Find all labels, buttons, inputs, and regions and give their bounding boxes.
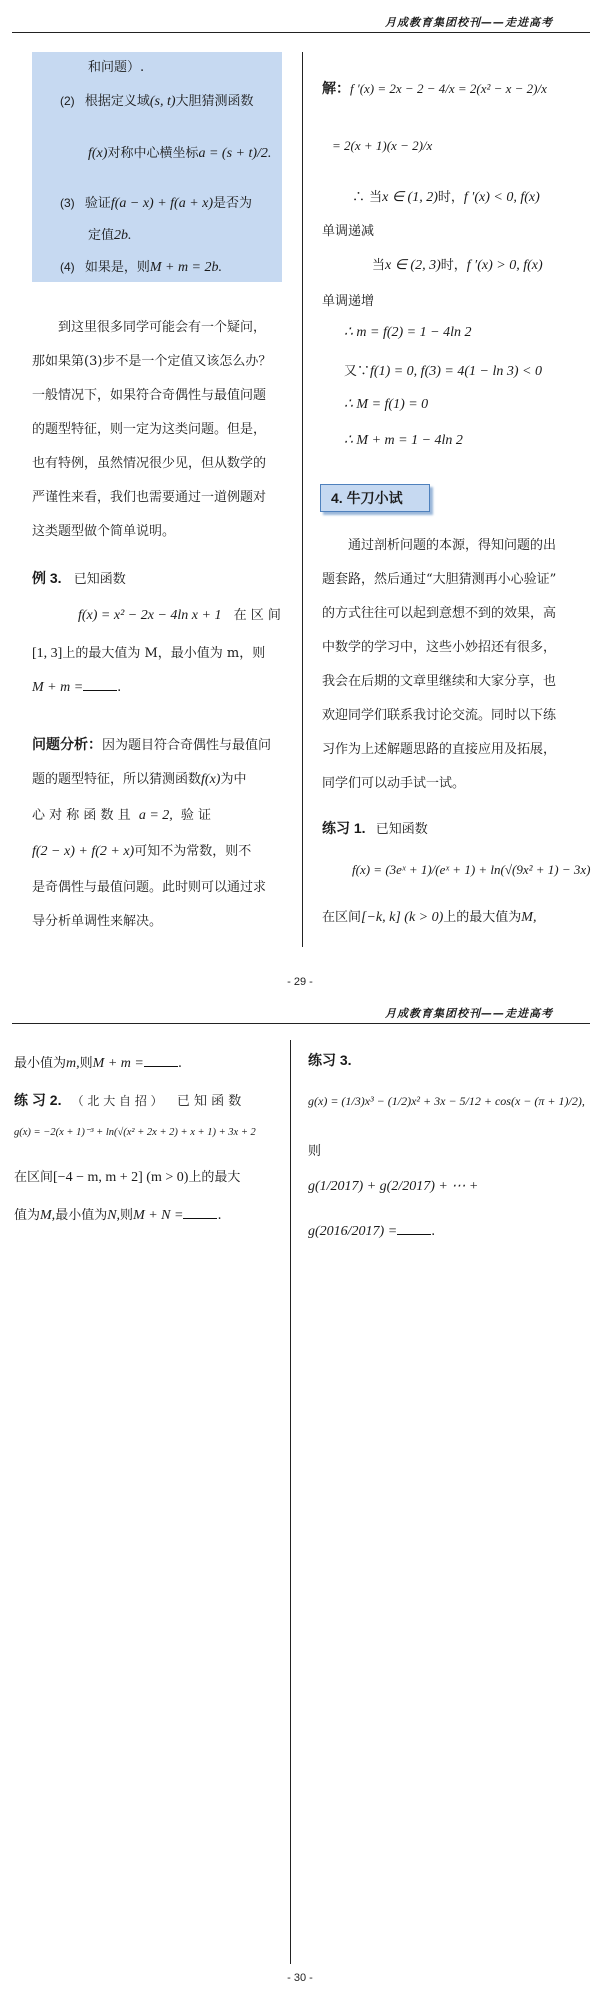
exercise-3-func: g(x) = (1/3)x³ − (1/2)x² + 3x − 5/12 + cos(x − (π + 1)/2), [308, 1094, 585, 1108]
math: [1, 3] [32, 646, 63, 661]
math: f(2 − x) + f(2 + x) [32, 844, 135, 859]
math: M + N = [133, 1208, 184, 1223]
para2-line: 欢迎同学们联系我讨论交流。同时以下练 [322, 708, 557, 723]
para2-line: 题套路，然后通过“大胆猜测再小心验证” [322, 572, 557, 587]
solution-line-4: 单调递减 [322, 224, 375, 239]
math: m, [66, 1056, 80, 1071]
math: (s, t) [149, 94, 176, 109]
analysis-line-3 [32, 804, 211, 824]
box-item-4 [60, 256, 222, 276]
answer-blank [144, 1054, 178, 1067]
text: 最小值为 [14, 1056, 67, 1071]
item-text: 根据定义域 [84, 94, 150, 109]
para1-line: 到这里很多同学可能会有一个疑问， [58, 320, 267, 335]
solution-line-10: ∴ M + m = 1 − 4ln 2 [344, 433, 463, 448]
exercise-intro: 已 知 函 数 [176, 1094, 242, 1109]
header-title: 月成教育集团校刊——走进高考 [385, 1007, 553, 1020]
column-divider [290, 1040, 291, 1964]
example-label: 例 3. [32, 570, 62, 586]
math: x ∈ (1, 2) [382, 190, 438, 205]
para1-line: 也有特例，虽然情况很少见，但从数学的 [32, 456, 267, 471]
item-text: 如果是，则 [84, 260, 150, 275]
math: M + m = 2b. [149, 260, 222, 275]
text: ∴ 当 [352, 190, 383, 205]
text: 时， [437, 190, 464, 205]
text: 当 [372, 258, 386, 273]
column-divider [302, 52, 303, 947]
para2-line: 中数学的学习中，这些小妙招还有很多， [322, 640, 557, 655]
math: f(x) = x² − 2x − 4ln x + 1 [78, 608, 222, 623]
example-3-line-2 [32, 642, 265, 662]
analysis-line-6: 导分析单调性来解决。 [32, 914, 163, 929]
text: 最小值为 [55, 1208, 108, 1223]
para1-line: 严谨性来看，我们也需要通过一道例题对 [32, 490, 267, 505]
answer-blank [83, 678, 117, 691]
section-4-title: 4. 牛刀小试 [320, 484, 430, 512]
box-item-2-line-1 [60, 90, 254, 110]
solution-line-8 [344, 360, 542, 380]
exercise-3-then: 则 [308, 1144, 322, 1159]
solution-line-5 [372, 254, 543, 274]
text: . [177, 1056, 182, 1071]
exercise-source: （ 北 大 自 招 ） [71, 1094, 163, 1108]
math: f(x) [201, 772, 221, 787]
text: . [117, 680, 122, 695]
answer-blank [183, 1206, 217, 1219]
example-3-line-3 [32, 678, 121, 696]
item-text: 验证 [84, 196, 111, 211]
header-rule [12, 1023, 590, 1024]
exercise-2-line-4 [14, 1204, 222, 1224]
para2-line: 的方式往往可以起到意想不到的效果，高 [322, 606, 557, 621]
solution-line-7: ∴ m = f(2) = 1 − 4ln 2 [344, 325, 472, 340]
solution-line-2 [332, 138, 432, 154]
exercise-1-line-3 [322, 906, 536, 926]
para2-line: 通过剖析问题的本源，得知问题的出 [348, 538, 557, 553]
text: 可知不为常数，则不 [134, 844, 252, 859]
analysis-label: 问题分析： [32, 736, 102, 752]
exercise-3-sum-2 [308, 1222, 435, 1240]
analysis-line-2 [32, 768, 246, 788]
text: 时， [440, 258, 467, 273]
exercise-label: 练习 1. [322, 820, 366, 836]
text: 上的最大 [188, 1170, 241, 1185]
para2-line: 我会在后期的文章里继续和大家分享，也 [322, 674, 557, 689]
item-text: 定值 [88, 228, 115, 243]
text: 又∵ [344, 364, 371, 379]
math: f ′(x) < 0, f(x) [463, 190, 540, 205]
box-item-3-line-2 [88, 224, 132, 244]
exercise-label: 练 习 2. [14, 1092, 62, 1108]
math: f(x) [88, 146, 108, 161]
text: 题的题型特征，所以猜测函数 [32, 772, 202, 787]
text: 验 证 [180, 808, 212, 823]
math: N, [107, 1208, 121, 1223]
para1-line: 那如果第(3)步不是一个定值又该怎么办？ [32, 354, 272, 369]
para1-line: 的题型特征，则一定为这类问题。但是， [32, 422, 267, 437]
math: f(1) = 0, f(3) = 4(1 − ln 3) < 0 [370, 364, 542, 379]
item-text: 是否为 [213, 196, 253, 211]
text: . [431, 1224, 436, 1239]
text: . [217, 1208, 222, 1223]
math: a = (s + t)/2. [198, 146, 272, 161]
text: 上的最大值为 M，最小值为 m，则 [62, 646, 266, 661]
exercise-1-func: f(x) = (3eˣ + 1)/(eˣ + 1) + ln(√(9x² + 1) − 3x) [352, 862, 591, 877]
header-title: 月成教育集团校刊——走进高考 [385, 16, 553, 29]
math: M, [521, 910, 537, 925]
math: x ∈ (2, 3) [385, 258, 441, 273]
exercise-1 [322, 818, 428, 838]
exercise-label: 练习 3. [308, 1052, 352, 1068]
text: 心 对 称 函 数 且 [32, 808, 131, 823]
math: M, [40, 1208, 56, 1223]
math: g(2016/2017) = [308, 1224, 398, 1239]
para2-line: 习作为上述解题思路的直接应用及拓展， [322, 742, 557, 757]
math: f ′(x) > 0, f(x) [466, 258, 543, 273]
page-number-30: - 30 - [287, 1972, 313, 1984]
example-3 [32, 568, 126, 588]
box-item-2-line-2 [88, 142, 271, 162]
exercise-1-continued [14, 1052, 182, 1072]
para1-line: 一般情况下，如果符合奇偶性与最值问题 [32, 388, 267, 403]
math: [−4 − m, m + 2] (m > 0) [53, 1170, 189, 1185]
text: 则 [120, 1208, 134, 1223]
text: 在区间 [14, 1170, 54, 1185]
analysis-line-4 [32, 840, 251, 860]
answer-blank [397, 1222, 431, 1235]
solution-line-1 [322, 78, 547, 98]
math: f(a − x) + f(a + x) [110, 196, 214, 211]
exercise-2-line-3 [14, 1166, 240, 1186]
math: a = 2, [138, 808, 173, 823]
text: 值为 [14, 1208, 41, 1223]
text: 为中 [220, 772, 247, 787]
solution-line-3 [352, 186, 540, 206]
exercise-2-func: g(x) = −2(x + 1)⁻³ + ln(√(x² + 2x + 2) + x + 1) + 3x + 2 [14, 1127, 256, 1138]
solution-line-9: ∴ M = f(1) = 0 [344, 397, 429, 412]
exercise-intro: 已知函数 [375, 822, 428, 837]
item-number: (4) [60, 260, 75, 274]
item-text: 对称中心横坐标 [107, 146, 199, 161]
math: M + m = [92, 1056, 144, 1071]
para1-line: 这类题型做个简单说明。 [32, 524, 176, 539]
text: 因为题目符合奇偶性与最值问 [102, 738, 272, 753]
solution-line-6: 单调递增 [322, 294, 375, 309]
analysis-line-5: 是奇偶性与最值问题。此时则可以通过求 [32, 880, 267, 895]
para2-line: 同学们可以动手试一试。 [322, 776, 466, 791]
steps-box [32, 52, 282, 282]
page-number-29: - 29 - [287, 976, 313, 988]
math: f ′(x) = 2x − 2 − 4/x = 2(x² − x − 2)/x [350, 81, 547, 96]
math: = 2(x + 1)(x − 2)/x [332, 138, 433, 153]
math: [−k, k] (k > 0) [361, 910, 444, 925]
exercise-3 [308, 1050, 352, 1070]
math: 2b. [114, 228, 132, 243]
example-intro: 已知函数 [73, 572, 126, 587]
math: M + m = [32, 680, 84, 695]
header-rule [12, 32, 590, 33]
item-text: 大胆猜测函数 [175, 94, 254, 109]
box-item-3-line-1 [60, 192, 252, 212]
example-3-func [78, 604, 281, 624]
text: 在区间 [322, 910, 362, 925]
item-number: (2) [60, 94, 75, 108]
text: 则 [79, 1056, 93, 1071]
text: 上的最大值为 [443, 910, 522, 925]
item-number: (3) [60, 196, 75, 210]
text: 在 区 间 [233, 608, 281, 623]
exercise-3-sum-1: g(1/2017) + g(2/2017) + ⋯ + [308, 1179, 479, 1194]
solution-label: 解： [322, 80, 350, 96]
exercise-2 [14, 1090, 241, 1110]
analysis-line-1 [32, 734, 271, 754]
box-line-0: 和问题）. [88, 60, 145, 75]
